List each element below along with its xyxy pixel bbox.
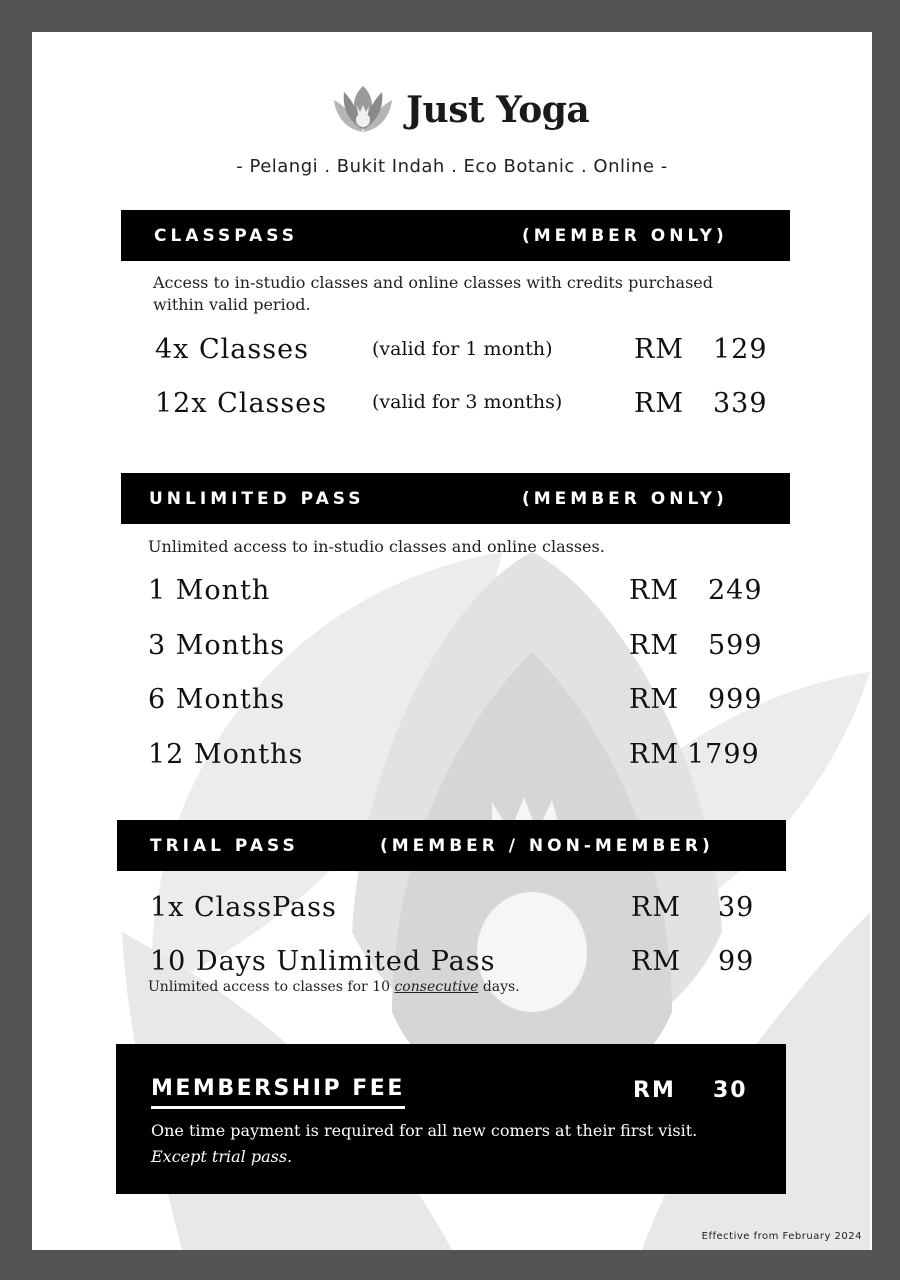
classpass-item-currency: RM [634,334,684,365]
unlimited-item-currency: RM [629,684,679,715]
locations-line: - Pelangi . Bukit Indah . Eco Botanic . Online - [236,156,668,177]
classpass-item-price: 339 [713,388,768,419]
trial-tag: (MEMBER / NON-MEMBER) [380,835,714,856]
unlimited-description: Unlimited access to in-studio classes and online classes. [148,537,605,556]
classpass-item-name: 4x Classes [155,334,309,365]
unlimited-item-name: 1 Month [148,575,271,606]
classpass-item-validity: (valid for 1 month) [372,338,553,360]
trial-note: Unlimited access to classes for 10 consecutive days. [148,979,520,995]
unlimited-item-currency: RM [629,630,679,661]
unlimited-item-price: 249 [708,575,763,606]
effective-date: Effective from February 2024 [701,1231,862,1242]
unlimited-tag: (MEMBER ONLY) [522,488,728,509]
trial-title: TRIAL PASS [150,835,299,856]
classpass-description: Access to in-studio classes and online classes with credits purchased within valid period. [153,273,713,314]
classpass-header [121,210,790,261]
membership-fee-currency: RM [633,1078,676,1103]
lotus-icon [330,82,396,138]
trial-item-name: 10 Days Unlimited Pass [150,946,496,977]
unlimited-title: UNLIMITED PASS [149,488,365,509]
brand-name: Just Yoga [406,89,590,131]
membership-fee-box [116,1044,786,1194]
membership-fee-title: MEMBERSHIP FEE [151,1076,405,1109]
membership-fee-description: One time payment is required for all new comers at their first visit. Except trial pass. [151,1121,698,1166]
classpass-tag: (MEMBER ONLY) [522,225,728,246]
trial-item-price: 39 [718,892,755,923]
unlimited-item-currency: RM [629,575,679,606]
classpass-item-validity: (valid for 3 months) [372,391,563,413]
trial-item-currency: RM [631,946,681,977]
brand [330,80,589,140]
trial-header [117,820,786,871]
trial-item-price: 99 [718,946,755,977]
trial-item-name: 1x ClassPass [150,892,337,923]
unlimited-item-name: 3 Months [148,630,286,661]
trial-item-currency: RM [631,892,681,923]
unlimited-item-name: 12 Months [148,739,304,770]
unlimited-item-currency: RM [629,739,679,770]
unlimited-item-price: 599 [708,630,763,661]
membership-fee-price: 30 [713,1078,748,1103]
unlimited-header [121,473,790,524]
classpass-item-name: 12x Classes [155,388,328,419]
classpass-item-currency: RM [634,388,684,419]
price-sheet [32,32,872,1250]
unlimited-item-price: 999 [708,684,763,715]
unlimited-item-price: 1799 [687,739,760,770]
classpass-title: CLASSPASS [154,225,298,246]
unlimited-item-name: 6 Months [148,684,286,715]
classpass-item-price: 129 [713,334,768,365]
